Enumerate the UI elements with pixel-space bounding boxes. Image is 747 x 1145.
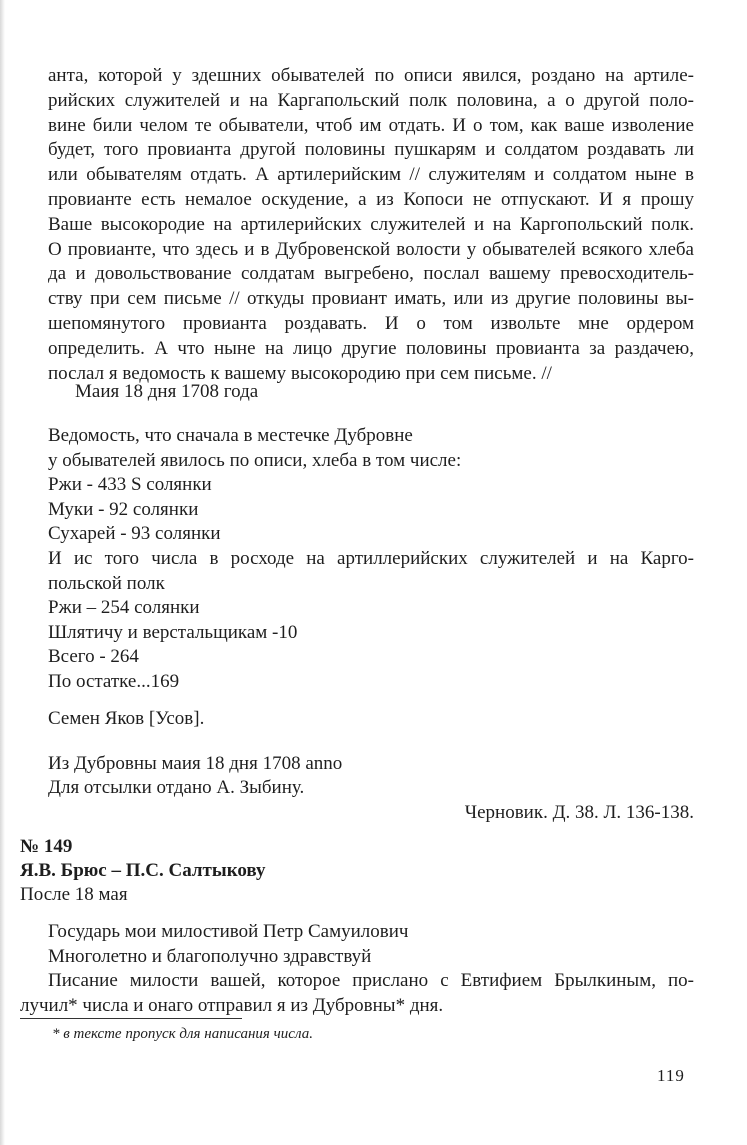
statement-block bbox=[48, 424, 461, 547]
archive-reference: Черновик. Д. 38. Л. 136-138. bbox=[464, 802, 694, 823]
expense-item: По остатке...169 bbox=[48, 670, 180, 692]
text-line: анта, которой у здешних обывателей по описи явился, роздано на артиле- bbox=[48, 65, 694, 86]
statement-title-line: Ведомость, что сначала в местечке Дубровне bbox=[48, 425, 413, 446]
letter-date: Маия 18 дня 1708 года bbox=[75, 381, 259, 402]
text-line: провианте есть немалое оскудение, а из Копоси не отпускают. И я прошу bbox=[48, 188, 694, 210]
footnote-divider bbox=[20, 1018, 242, 1019]
expense-list bbox=[48, 596, 297, 694]
letter-body bbox=[48, 969, 694, 994]
page-number: 119 bbox=[657, 1066, 685, 1085]
text-line: польской полк bbox=[48, 572, 165, 594]
expense-item: Шлятичу и верстальщикам -10 bbox=[48, 621, 298, 643]
signature: Семен Яков [Усов]. bbox=[48, 708, 205, 729]
text-line: вине били челом те обыватели, чтоб им отдать. И о том, как ваше изволение bbox=[48, 114, 694, 136]
expense-item: Всего - 264 bbox=[48, 646, 139, 668]
text-line: И ис того числа в росходе на артиллерийских служителей и на Карго- bbox=[48, 548, 694, 569]
statement-item: Ржи - 433 S солянки bbox=[48, 474, 212, 496]
text-line: ству при сем письме // откуды провиант имать, или из другие половины вы- bbox=[48, 288, 694, 310]
document-number: № 149 bbox=[20, 836, 73, 857]
text-line: лучил* числа и онаго отправил я из Дубровны* дня. bbox=[20, 995, 444, 1016]
text-line: Писание милости вашей, которое прислано с Евтифием Брылкиным, по- bbox=[48, 970, 694, 991]
expense-item: Ржи – 254 солянки bbox=[48, 597, 200, 618]
footnote: * в тексте пропуск для написания числа. bbox=[52, 1026, 313, 1042]
text-line: определить. А что ныне на лицо другие половины провианта за раздачею, bbox=[48, 337, 694, 359]
place-date: Из Дубровны маия 18 дня 1708 anno bbox=[48, 753, 343, 774]
text-line: шепомянутого провианта роздавать. И о том извольте мне ордером bbox=[48, 312, 694, 334]
expense-text bbox=[48, 547, 694, 597]
statement-item: Муки - 92 солянки bbox=[48, 498, 199, 520]
text-line: будет, того провианта другой половины пушкарям и солдатом роздавать ли bbox=[48, 139, 694, 161]
text-line: да и довольствование солдатам выгребено, послал вашему превосходитель- bbox=[48, 263, 694, 285]
document-date: После 18 мая bbox=[20, 884, 128, 905]
salutation-line: Государь мои милостивой Петр Самуилович bbox=[48, 921, 409, 942]
salutation-line: Многолетно и благополучно здравствуй bbox=[48, 945, 372, 967]
statement-item: Сухарей - 93 солянки bbox=[48, 523, 221, 545]
text-line: или обывателям отдать. А артилерийским // служителям и солдатом ныне в bbox=[48, 164, 694, 186]
text-line: послал я ведомость к вашему высокородию при сем письме. // bbox=[48, 362, 552, 384]
letter-text bbox=[48, 64, 694, 386]
document-heading: Я.В. Брюс – П.С. Салтыкову bbox=[20, 860, 266, 881]
text-line: рийских служителей и на Каргапольский полк половина, а о другой поло- bbox=[48, 89, 694, 111]
dispatch-note: Для отсылки отдано А. Зыбину. bbox=[48, 777, 305, 798]
text-line: О провианте, что здесь и в Дубровенской волости у обывателей всякого хлеба bbox=[48, 238, 694, 260]
statement-title-line: у обывателей явилось по описи, хлеба в том числе: bbox=[48, 449, 462, 471]
salutation bbox=[48, 920, 408, 969]
text-line: Ваше высокородие на артилерийских служителей и на Каргопольский полк. bbox=[48, 213, 694, 235]
